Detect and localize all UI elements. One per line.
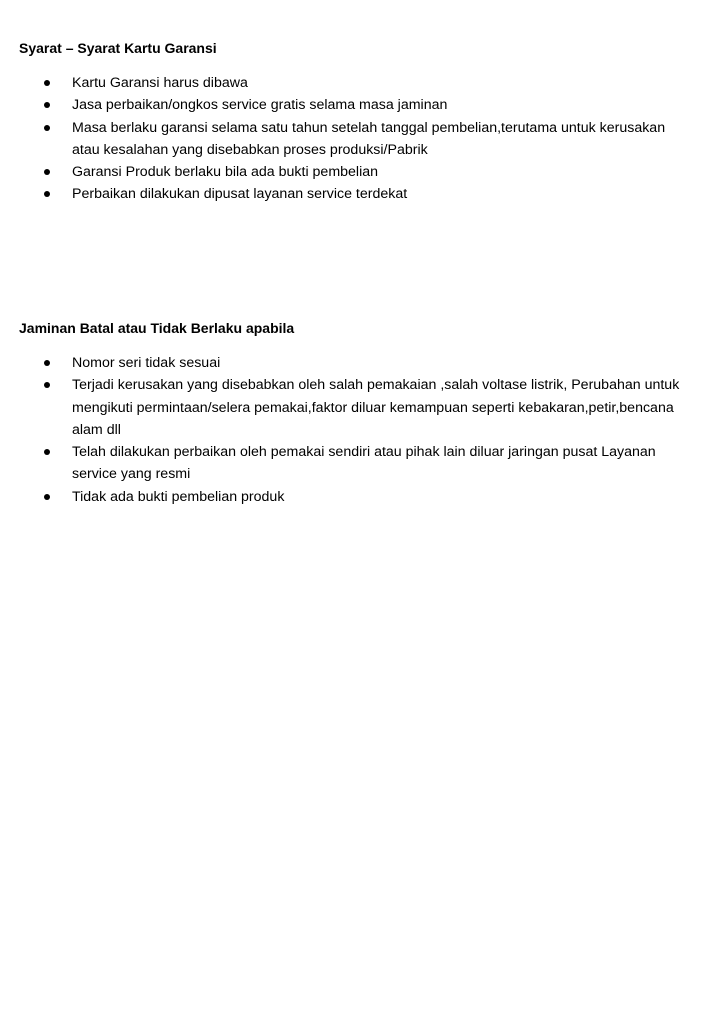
bullet-icon	[44, 102, 50, 108]
list-item	[19, 161, 691, 183]
bullet-icon	[44, 169, 50, 175]
list-item	[19, 94, 691, 116]
bullet-list	[19, 352, 691, 508]
bullet-icon	[44, 191, 50, 197]
warranty-void-section	[19, 318, 691, 508]
bullet-icon	[44, 80, 50, 86]
list-item-text: Nomor seri tidak sesuai	[72, 355, 221, 371]
bullet-icon	[44, 382, 50, 388]
warranty-terms-section	[19, 38, 691, 206]
list-item	[19, 352, 691, 374]
list-item-text: Terjadi kerusakan yang disebabkan oleh salah pemakaian ,salah voltase listrik, Perubahan untuk mengikuti permintaan/selera pemakai,faktor diluar kemampuan seperti kebakaran,petir,bencana alam dll	[72, 377, 680, 438]
bullet-icon	[44, 360, 50, 366]
list-item-text: Kartu Garansi harus dibawa	[72, 75, 248, 91]
list-item	[19, 183, 691, 205]
list-item	[19, 117, 691, 162]
list-item-text: Telah dilakukan perbaikan oleh pemakai sendiri atau pihak lain diluar jaringan pusat Layanan service yang resmi	[72, 444, 656, 483]
list-item	[19, 486, 691, 508]
list-item-text: Garansi Produk berlaku bila ada bukti pembelian	[72, 164, 379, 181]
list-item	[19, 72, 691, 94]
bullet-icon	[44, 494, 50, 500]
bullet-list	[19, 72, 691, 206]
list-item-text: Jasa perbaikan/ongkos service gratis selama masa jaminan	[72, 97, 448, 114]
bullet-icon	[44, 125, 50, 131]
bullet-icon	[44, 449, 50, 455]
section-heading: Syarat – Syarat Kartu Garansi	[19, 40, 217, 56]
list-item	[19, 441, 691, 486]
section-heading: Jaminan Batal atau Tidak Berlaku apabila	[19, 320, 295, 336]
list-item	[19, 374, 691, 441]
list-item-text: Perbaikan dilakukan dipusat layanan service terdekat	[72, 186, 408, 203]
list-item-text: Masa berlaku garansi selama satu tahun setelah tanggal pembelian,terutama untuk kerusakan atau kesalahan yang disebabkan proses produksi/Pabrik	[72, 119, 666, 158]
list-item-text: Tidak ada bukti pembelian produk	[72, 488, 285, 505]
